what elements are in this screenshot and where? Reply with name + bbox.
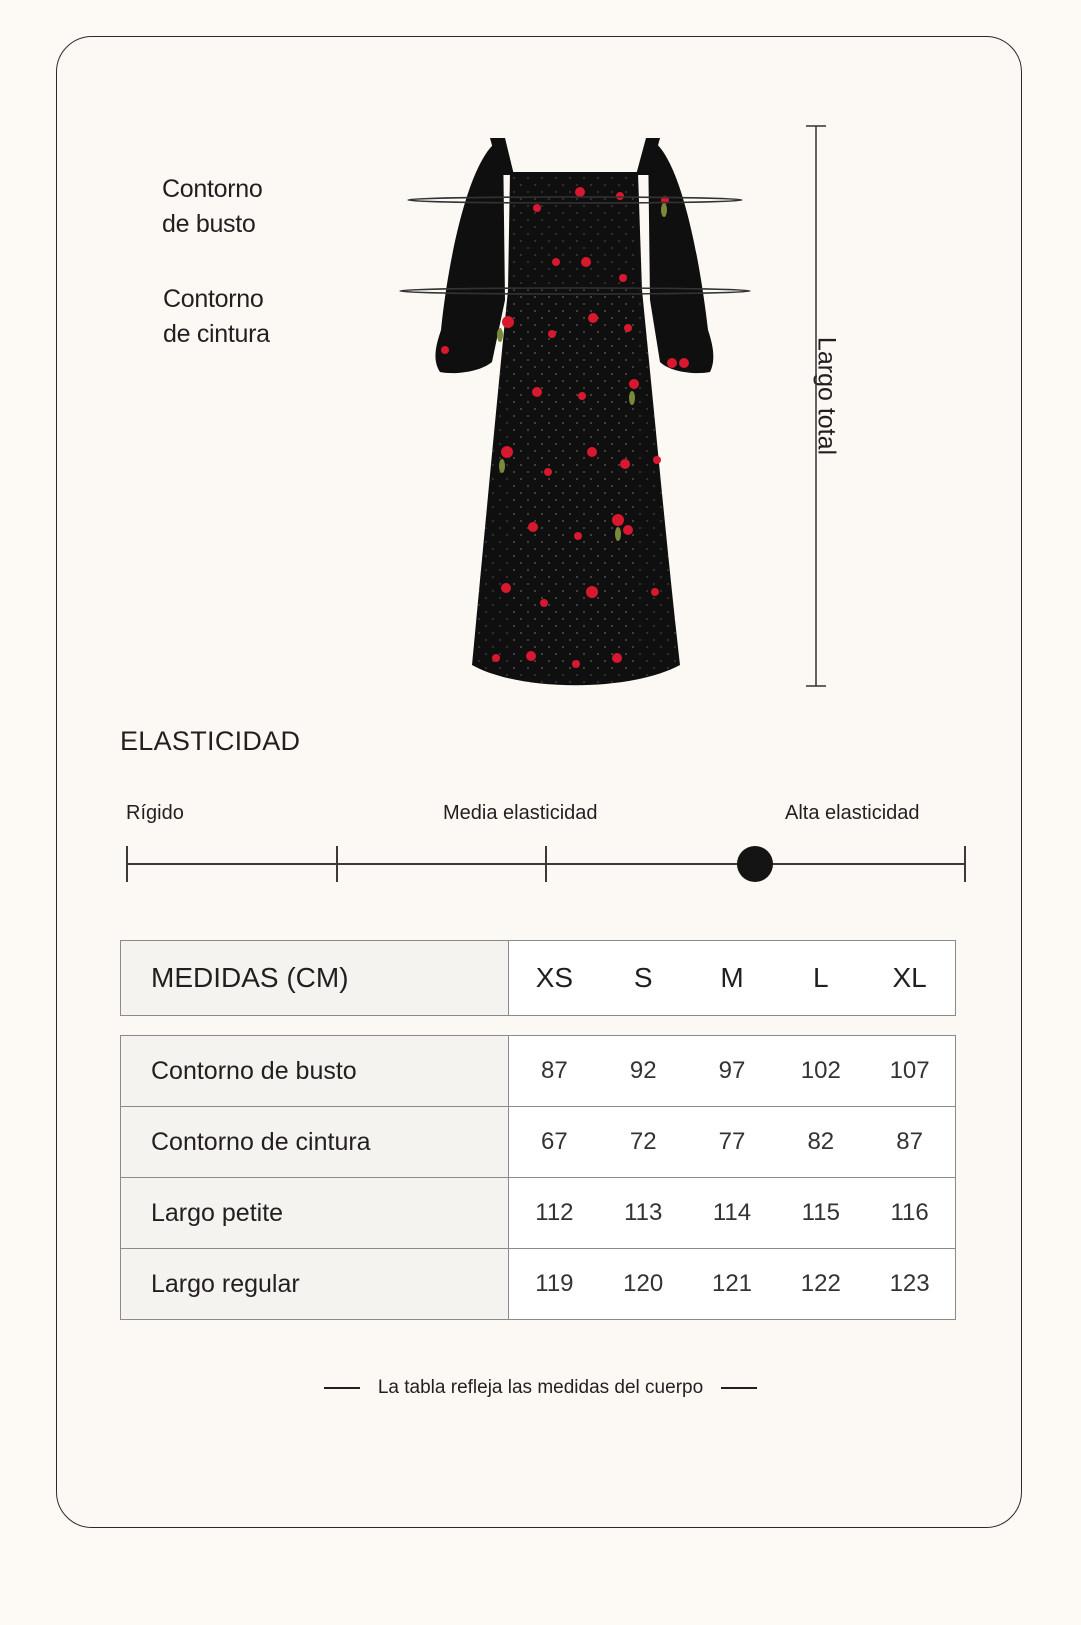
elasticity-indicator-dot [737,846,773,882]
footnote [0,1377,1081,1399]
dress-illustration [0,0,1081,720]
elasticity-high-label: Alta elasticidad [785,802,920,824]
elasticity-title: ELASTICIDAD [120,726,301,756]
table-row [121,1178,956,1249]
total-length-label: Largo total [812,336,841,456]
row-value-xs: 119 [535,1270,574,1297]
row-values [510,1199,954,1227]
dress-shape [435,138,713,685]
row-value-l: 82 [807,1128,835,1155]
size-header-l: L [813,962,829,993]
size-header-xs: XS [535,962,574,993]
length-measure-line [806,126,826,686]
row-value-m: 77 [718,1128,746,1155]
row-value-xl: 87 [896,1128,923,1155]
measurements-table [120,1035,956,1320]
size-header-s: S [633,962,653,993]
row-value-xl: 123 [889,1270,930,1297]
row-values [510,1128,954,1156]
row-value-m: 97 [718,1057,746,1084]
table-row [121,1036,956,1107]
footnote-dash-left [324,1387,360,1389]
row-value-l: 102 [800,1057,841,1084]
row-label: Largo petite [121,1178,509,1249]
row-value-l: 115 [801,1199,840,1226]
waist-label-line-1: Contorno [163,285,264,313]
measures-header-label: MEDIDAS (CM) [121,941,509,1016]
row-value-m: 121 [711,1270,753,1297]
size-header-xl: XL [892,962,927,993]
row-label: Largo regular [121,1249,509,1320]
row-value-xs: 67 [541,1128,568,1155]
row-value-xs: 112 [535,1199,574,1226]
row-value-xl: 116 [890,1199,929,1226]
elasticity-tick [964,846,966,882]
row-value-xs: 87 [541,1057,568,1084]
row-label: Contorno de cintura [121,1107,509,1178]
size-header-cells [510,962,954,994]
size-header-m: M [720,962,744,993]
elasticity-tick [545,846,547,882]
row-value-m: 114 [712,1199,752,1226]
row-value-s: 120 [623,1270,664,1297]
row-label: Contorno de busto [121,1036,509,1107]
footnote-dash-right [721,1387,757,1389]
elasticity-tick [126,846,128,882]
row-value-xl: 107 [889,1057,930,1084]
table-row [121,1107,956,1178]
row-values [510,1057,954,1085]
waist-label-line-2: de cintura [163,320,270,348]
row-value-l: 122 [800,1270,841,1297]
row-value-s: 92 [629,1057,657,1084]
footnote-text: La tabla refleja las medidas del cuerpo [377,1377,704,1398]
bust-label-line-2: de busto [162,210,256,238]
size-header-table [120,940,956,1016]
table-row [121,1249,956,1320]
elasticity-medium-label: Media elasticidad [443,802,598,824]
row-values [510,1270,954,1298]
row-value-s: 113 [624,1199,663,1226]
elasticity-tick [336,846,338,882]
row-value-s: 72 [629,1128,657,1155]
bust-label-line-1: Contorno [162,175,263,203]
elasticity-rigid-label: Rígido [126,802,184,824]
